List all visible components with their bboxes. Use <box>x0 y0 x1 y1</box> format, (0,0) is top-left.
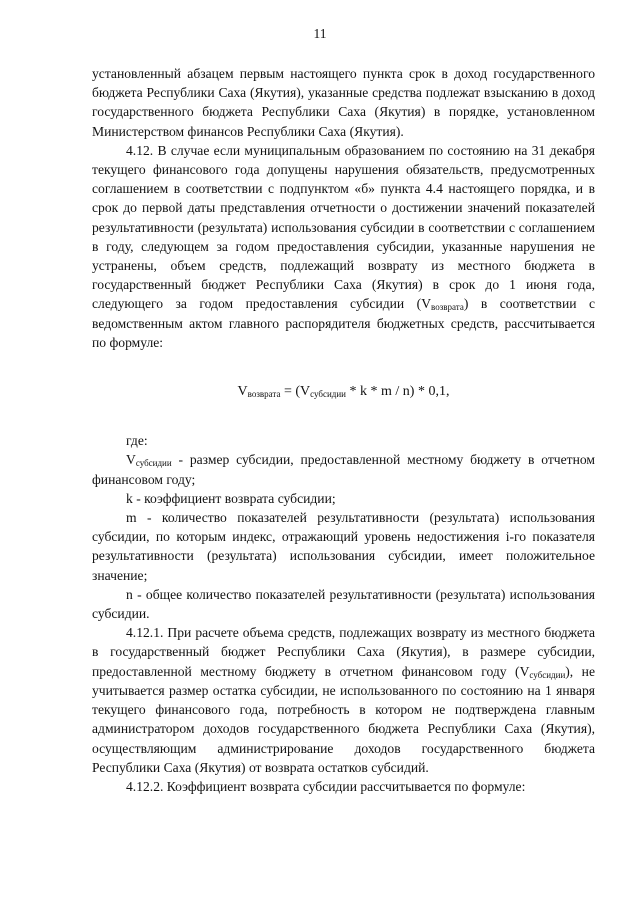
formula-rhs: * k * m / n) * 0,1, <box>346 384 450 400</box>
paragraph-4-12-text-a: 4.12. В случае если муниципальным образованием по состоянию на 31 декабря текущего финансового года допущены нарушения обязательств, предусмотренных соглашением в соответствии с подпунктом «б» пункта 4.4 настоящего порядка, и в срок до первой даты представления отчетности о достижении значений показателей результативности (результата) использования субсидии в соответствии с соглашением в году, следующем за годом предоставления субсидии, указанные нарушения не устранены, объем средств, подлежащий возврату из местного бюджета в государственный бюджет Республики Саха (Якутия) в срок до 1 июня года, следующего за годом предоставления субсидии (V <box>92 142 595 312</box>
def-v-text: - размер субсидии, предоставленной местному бюджету в отчетном финансовом году; <box>92 452 595 487</box>
paragraph-4-12-2: 4.12.2. Коэффициент возврата субсидии рассчитывается по формуле: <box>126 778 526 794</box>
paragraph-4-12-1-subscript: субсидии <box>529 669 566 680</box>
document-body <box>92 64 595 796</box>
definition-v-subsidy <box>92 450 595 488</box>
paragraph-continuation: установленный абзацем первым настоящего пункта срок в доход государственного бюджета Республики Саха (Якутия), указанные средства подлежат взысканию в доход государственного бюджета Республики Саха (Якутия) в порядке, установленном Министерством финансов Республики Саха (Якутия). <box>92 66 595 139</box>
def-v-subscript: субсидии <box>135 458 172 469</box>
v-return-subscript: возврата <box>431 302 464 313</box>
formula-lhs: V <box>237 384 248 400</box>
return-formula <box>92 382 595 401</box>
page-number: 11 <box>313 26 327 41</box>
formula-mid-subscript: субсидии <box>310 389 346 400</box>
paragraph-4-12-text-b: ) в соответствии с ведомственным актом главного распорядителя бюджетных средств, рассчитывается по формуле: <box>92 296 596 350</box>
paragraph-4-12-1 <box>92 623 595 777</box>
formula-mid: = (V <box>280 384 311 400</box>
where-label: где: <box>126 433 148 449</box>
paragraph-4-12-1-text-a: 4.12.1. При расчете объема средств, подлежащих возврату из местного бюджета в государственный бюджет Республики Саха (Якутия), в размере субсидии, предоставленной местному бюджету в отчетном финансовом году (V <box>92 625 595 679</box>
def-v-symbol: V <box>126 452 136 468</box>
definition-n: n - общее количество показателей результативности (результата) использования субсидии. <box>92 586 595 622</box>
definition-m: m - количество показателей результативности (результата) использования субсидии, по которым индекс, отражающий уровень недостижения i-го показателя результативности (результата) использования субсидии, имеет положительное значение; <box>92 510 595 583</box>
formula-lhs-subscript: возврата <box>247 389 281 400</box>
definition-k: k - коэффициент возврата субсидии; <box>126 490 336 506</box>
paragraph-4-12-1-text-b: ), не учитывается размер остатка субсидии, не использованного по состоянию на 1 января текущего финансового года, потребность в котором не подтверждена главным администратором доходов государственного бюджета Республики Саха (Якутия), осуществляющим администрирование доходов государственного бюджета Республики Саха (Якутия) от возврата остатков субсидий. <box>92 663 595 775</box>
paragraph-4-12 <box>92 141 595 352</box>
